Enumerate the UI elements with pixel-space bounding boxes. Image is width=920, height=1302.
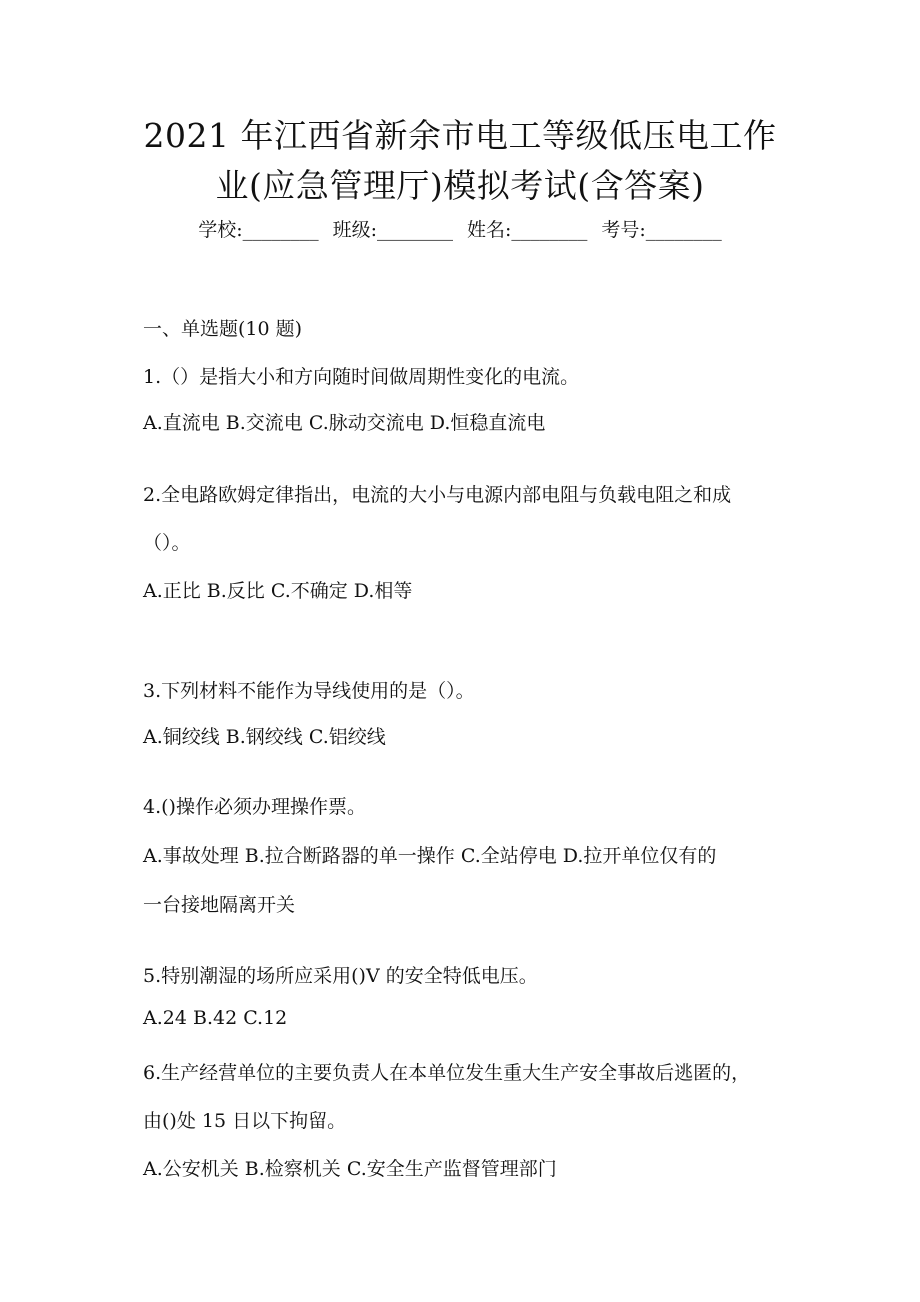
- question-stem: 2.全电路欧姆定律指出，电流的大小与电源内部电阻与负载电阻之和成: [143, 484, 732, 506]
- question-options: A.事故处理 B.拉合断路器的单一操作 C.全站停电 D.拉开单位仅有的: [143, 845, 717, 867]
- question-stem-continued: （）。: [143, 532, 191, 554]
- question-stem: 5.特别潮湿的场所应采用()V 的安全特低电压。: [143, 965, 538, 987]
- question-stem: 3.下列材料不能作为导线使用的是（）。: [143, 680, 475, 702]
- question-options: A.正比 B.反比 C.不确定 D.相等: [143, 580, 413, 602]
- school-field: 学校:________: [198, 219, 319, 241]
- student-info-row: [0, 216, 920, 244]
- question-options-continued: 一台接地隔离开关: [143, 894, 296, 916]
- question-options: A.公安机关 B.检察机关 C.安全生产监督管理部门: [143, 1158, 557, 1180]
- question-options: A.铜绞线 B.钢绞线 C.铝绞线: [143, 726, 386, 748]
- question-options: A.24 B.42 C.12: [143, 1007, 288, 1029]
- question-stem: 4.()操作必须办理操作票。: [143, 796, 366, 818]
- name-field: 姓名:________: [467, 219, 588, 241]
- page-title-line-1: 2021 年江西省新余市电工等级低压电工作: [143, 116, 777, 155]
- section-heading: 一、单选题(10 题): [143, 318, 303, 340]
- question-stem-continued: 由()处 15 日以下拘留。: [143, 1110, 347, 1132]
- question-stem: 1.（）是指大小和方向随时间做周期性变化的电流。: [143, 366, 580, 388]
- question-stem: 6.生产经营单位的主要负责人在本单位发生重大生产安全事故后逃匿的，: [143, 1062, 751, 1084]
- exam-number-field: 考号:________: [601, 219, 722, 241]
- question-options: A.直流电 B.交流电 C.脉动交流电 D.恒稳直流电: [143, 412, 546, 434]
- page-title-line-2: 业(应急管理厅)模拟考试(含答案): [215, 166, 705, 205]
- class-field: 班级:________: [332, 219, 453, 241]
